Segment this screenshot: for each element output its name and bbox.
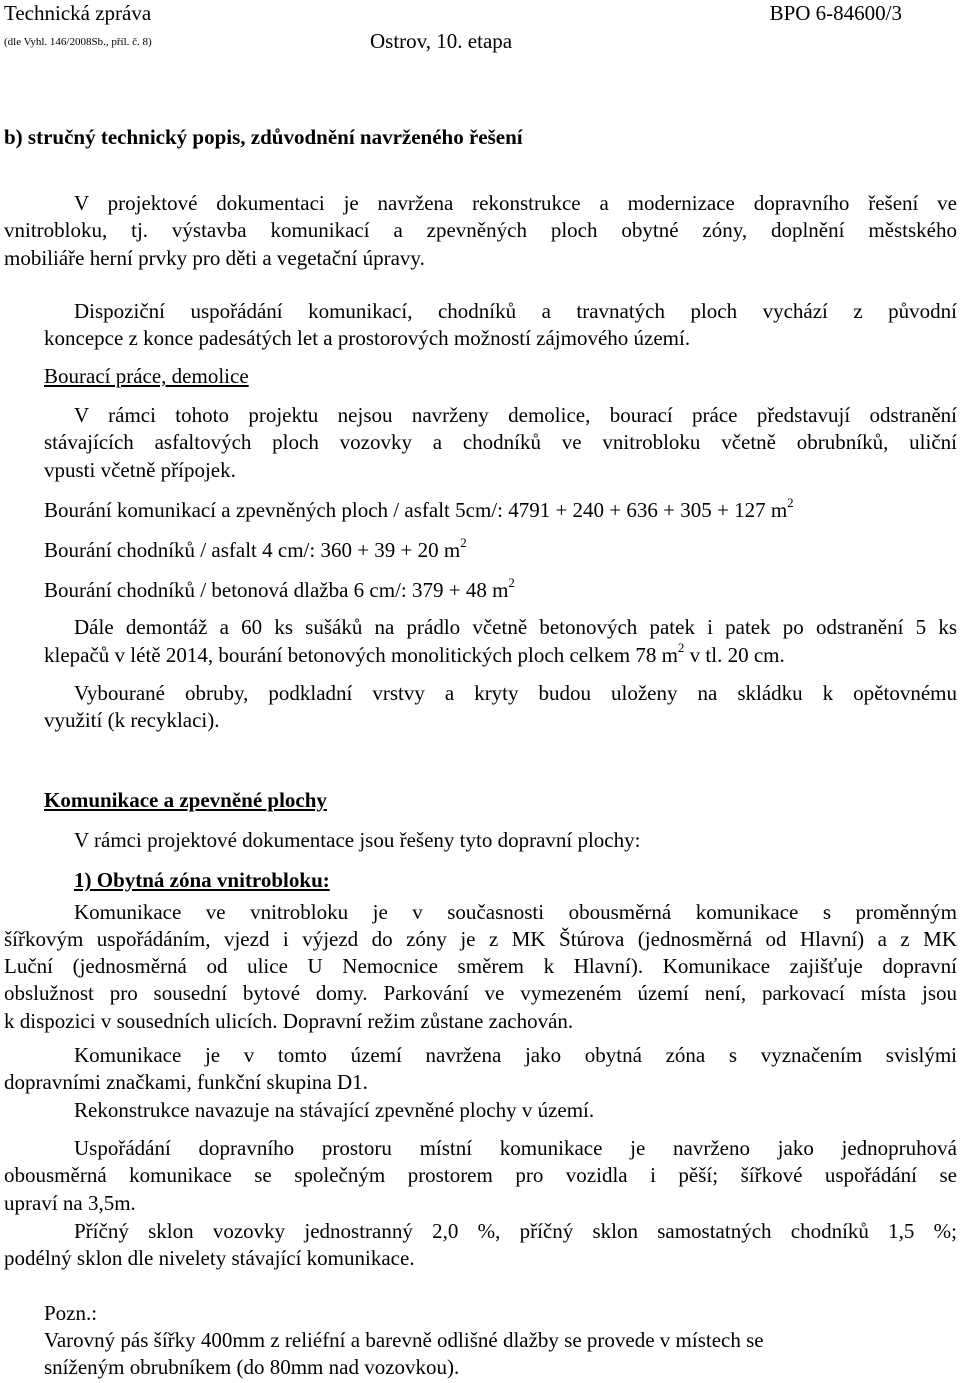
- demolition-item: Bourání komunikací a zpevněných ploch / asfalt 5cm/: 4791 + 240 + 636 + 305 + 127 $m^2$: [44, 495, 794, 522]
- section-b-heading: b) stručný technický popis, zdůvodnění navrženého řešení: [4, 125, 523, 149]
- paragraph-line: Dispoziční uspořádání komunikací, chodníků a travnatých ploch vychází z původní: [74, 299, 957, 323]
- paragraph-line: obousměrná komunikace se společným prostorem pro vozidla i pěší; šířkové uspořádání se: [4, 1163, 957, 1187]
- demolition-item: Bourání chodníků / asfalt 4 cm/: 360 + 39 + 20 $m^2$: [44, 535, 467, 562]
- paragraph-line: upraví na 3,5m.: [4, 1191, 136, 1215]
- paragraph-line: dopravními značkami, funkční skupina D1.: [4, 1070, 368, 1094]
- paragraph-line: vpusti včetně přípojek.: [44, 458, 236, 482]
- roads-intro: V rámci projektové dokumentace jsou řešeny tyto dopravní plochy:: [74, 828, 641, 852]
- paragraph-line: V projektové dokumentaci je navržena rekonstrukce a modernizace dopravního řešení ve: [74, 191, 957, 215]
- demolition-item: Bourání chodníků / betonová dlažba 6 cm/: 379 + 48 $m^2$: [44, 575, 515, 602]
- paragraph-line: Příčný sklon vozovky jednostranný 2,0 %, příčný sklon samostatných chodníků 1,5 %;: [74, 1219, 957, 1243]
- document-title: Technická zpráva: [4, 1, 152, 25]
- paragraph-line: Vybourané obruby, podkladní vrstvy a kryty budou uloženy na skládku k opětovnému: [74, 681, 957, 705]
- page-header: [0, 0, 960, 60]
- roads-heading: Komunikace a zpevněné plochy: [44, 788, 327, 812]
- paragraph-line: Luční (jednosměrná od ulice U Nemocnice směrem k Hlavní). Komunikace zajišťuje dopravní: [4, 954, 957, 978]
- document-code: BPO 6-84600/3: [769, 1, 902, 25]
- paragraph-line: Dále demontáž a 60 ks sušáků na prádlo včetně betonových patek i patek po odstranění 5 ks: [74, 615, 957, 639]
- paragraph-line: využití (k recyklaci).: [44, 708, 220, 732]
- document-location: Ostrov, 10. etapa: [370, 29, 513, 53]
- note-line: sníženým obrubníkem (do 80mm nad vozovkou).: [44, 1355, 460, 1379]
- note-line: Varovný pás šířky 400mm z reliéfní a barevně odlišné dlažby se provede v místech se: [44, 1328, 764, 1352]
- paragraph-line: k dispozici v sousedních ulicích. Dopravní režim zůstane zachován.: [4, 1009, 574, 1033]
- paragraph-line: podélný sklon dle nivelety stávající komunikace.: [4, 1246, 415, 1270]
- paragraph-line: vnitrobloku, tj. výstavba komunikací a zpevněných ploch obytné zóny, doplnění městského: [4, 218, 957, 242]
- paragraph-line: Komunikace je v tomto území navržena jako obytná zóna s vyznačením svislými: [74, 1043, 957, 1067]
- demolition-heading: Bourací práce, demolice: [44, 364, 249, 388]
- paragraph-line: stávajících asfaltových ploch vozovky a chodníků ve vnitrobloku včetně obrubníků, uliční: [44, 430, 957, 454]
- paragraph-line: klepačů v létě 2014, bourání betonových monolitických ploch celkem 78 $m^2$ v tl. 20 cm.: [44, 640, 785, 667]
- document-regulation: (dle Vyhl. 146/2008Sb., příl. č. 8): [4, 36, 152, 48]
- paragraph-line: mobiliáře herní prvky pro děti a vegetační úpravy.: [4, 246, 425, 270]
- note-label: Pozn.:: [44, 1301, 98, 1325]
- paragraph-line: koncepce z konce padesátých let a prostorových možností zájmového území.: [44, 326, 691, 350]
- paragraph-line: šířkovým uspořádáním, vjezd i výjezd do zóny je z MK Štúrova (jednosměrná od Hlavní) a z MK: [4, 927, 957, 951]
- roads-subheading: 1) Obytná zóna vnitrobloku:: [74, 868, 330, 892]
- paragraph-line: V rámci tohoto projektu nejsou navrženy demolice, bourací práce představují odstranění: [74, 403, 957, 427]
- paragraph-line: Komunikace ve vnitrobloku je v současnosti obousměrná komunikace s proměnným: [74, 900, 957, 924]
- paragraph-line: obslužnost pro sousední bytové domy. Parkování ve vymezeném území není, parkovací místa jsou: [4, 981, 957, 1005]
- paragraph-line: Uspořádání dopravního prostoru místní komunikace je navrženo jako jednopruhová: [74, 1136, 957, 1160]
- paragraph-line: Rekonstrukce navazuje na stávající zpevněné plochy v území.: [74, 1098, 595, 1122]
